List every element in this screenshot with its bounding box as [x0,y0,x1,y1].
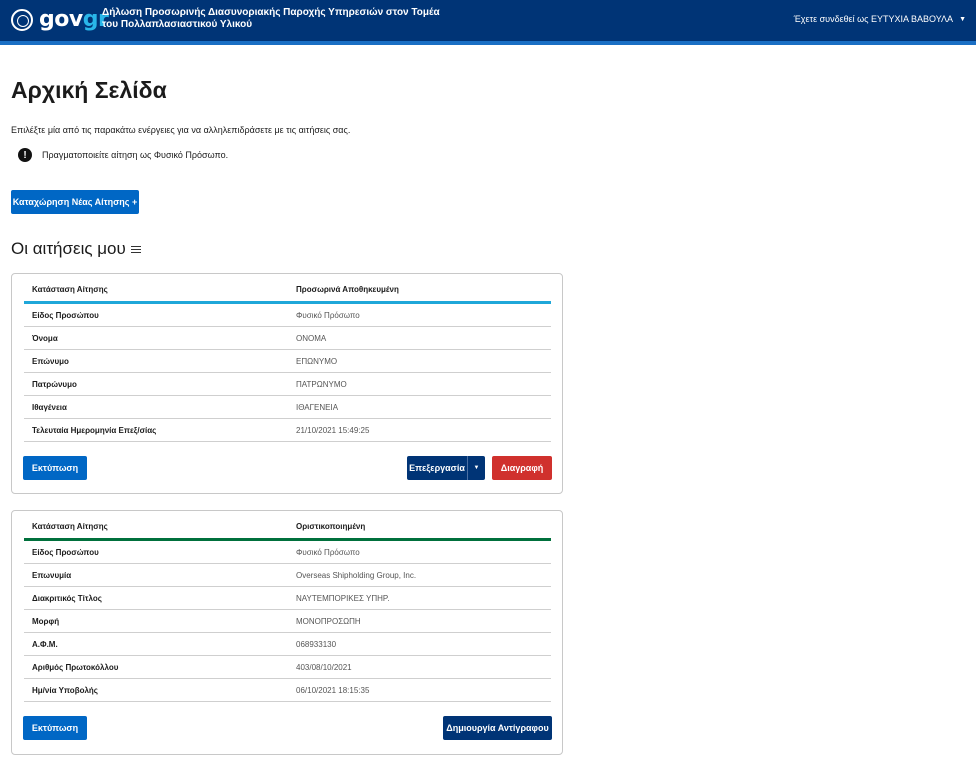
row-key: Ιθαγένεια [32,402,67,412]
status-row [24,278,551,301]
table-row [24,541,551,564]
row-key: Όνομα [32,333,58,343]
row-value: ΠΑΤΡΩΝΥΜΟ [296,379,347,389]
header-stripe [0,41,976,45]
delete-button[interactable]: Διαγραφή [492,456,552,480]
row-value: ΙΘΑΓΕΝΕΙΑ [296,402,339,412]
row-value: Φυσικό Πρόσωπο [296,310,360,320]
row-key: Διακριτικός Τίτλος [32,593,102,603]
top-header [0,0,976,41]
print-button[interactable]: Εκτύπωση [23,456,87,480]
status-label: Κατάσταση Αίτησης [32,522,108,531]
row-value: 06/10/2021 18:15:35 [296,685,370,695]
greek-emblem-icon [11,9,33,31]
new-application-button[interactable]: Καταχώρηση Νέας Αίτησης + [11,190,139,214]
row-key: Α.Φ.Μ. [32,639,58,649]
table-row [24,396,551,419]
exclamation-icon: ! [18,148,32,162]
row-value: ΟΝΟΜΑ [296,333,327,343]
print-button[interactable]: Εκτύπωση [23,716,87,740]
user-label: Έχετε συνδεθεί ως ΕΥΤΥΧΙΑ ΒΑΒΟΥΛΑ [793,14,954,24]
logo-accent-text: gr [82,7,109,32]
filter-icon[interactable] [131,245,141,253]
table-row [24,679,551,702]
chevron-down-icon: ▼ [959,15,966,23]
my-applications-heading [11,239,141,259]
table-row [24,610,551,633]
status-row [24,515,551,538]
table-row [24,633,551,656]
row-key: Αριθμός Πρωτοκόλλου [32,662,119,672]
row-key: Πατρώνυμο [32,379,77,389]
table-row [24,304,551,327]
service-title: Δήλωση Προσωρινής Διασυνοριακής Παροχής Υπηρεσιών στον Τομέα του Πολλαπλασιαστικού Υλικού [102,7,440,30]
table-row [24,419,551,442]
person-type-notice [18,148,228,162]
govgr-logo[interactable] [11,9,108,31]
chevron-down-icon[interactable]: ▼ [467,456,485,480]
row-value: ΕΠΩΝΥΜΟ [296,356,338,366]
user-menu[interactable] [794,14,966,24]
logo-main-text: gov [39,7,83,32]
table-row [24,587,551,610]
status-value: Οριστικοποιημένη [296,522,366,531]
notice-text: Πραγματοποιείτε αίτηση ως Φυσικό Πρόσωπο. [42,150,229,160]
row-key: Τελευταία Ημερομηνία Επεξ/σίας [32,425,157,435]
table-row [24,327,551,350]
row-value: Φυσικό Πρόσωπο [296,547,360,557]
page-title: Αρχική Σελίδα [11,77,167,103]
row-value: 068933130 [296,639,337,649]
create-copy-button[interactable]: Δημιουργία Αντίγραφου [443,716,552,740]
edit-split-button[interactable] [407,456,485,480]
row-key: Είδος Προσώπου [32,310,99,320]
table-row [24,564,551,587]
status-label: Κατάσταση Αίτησης [32,285,108,294]
intro-text: Επιλέξτε μία από τις παρακάτω ενέργειες για να αλληλεπιδράσετε με τις αιτήσεις σας. [11,125,351,135]
row-value: ΝΑΥΤΕΜΠΟΡΙΚΕΣ ΥΠΗΡ. [296,593,390,603]
row-value: Overseas Shipholding Group, Inc. [296,570,417,580]
row-value: 403/08/10/2021 [296,662,352,672]
application-card-2 [11,510,563,755]
row-key: Μορφή [32,616,60,626]
section-title-text: Οι αιτήσεις μου [11,239,126,258]
row-key: Επώνυμο [32,356,69,366]
table-row [24,656,551,679]
logo-wordmark [39,9,108,31]
status-value: Προσωρινά Αποθηκευμένη [296,285,399,294]
application-card-1 [11,273,563,494]
table-row [24,373,551,396]
row-value: ΜΟΝΟΠΡΟΣΩΠΗ [296,616,361,626]
row-key: Επωνυμία [32,570,72,580]
row-value: 21/10/2021 15:49:25 [296,425,370,435]
row-key: Είδος Προσώπου [32,547,99,557]
edit-button-label: Επεξεργασία [409,463,465,473]
table-row [24,350,551,373]
row-key: Ημ/νία Υποβολής [32,685,98,695]
